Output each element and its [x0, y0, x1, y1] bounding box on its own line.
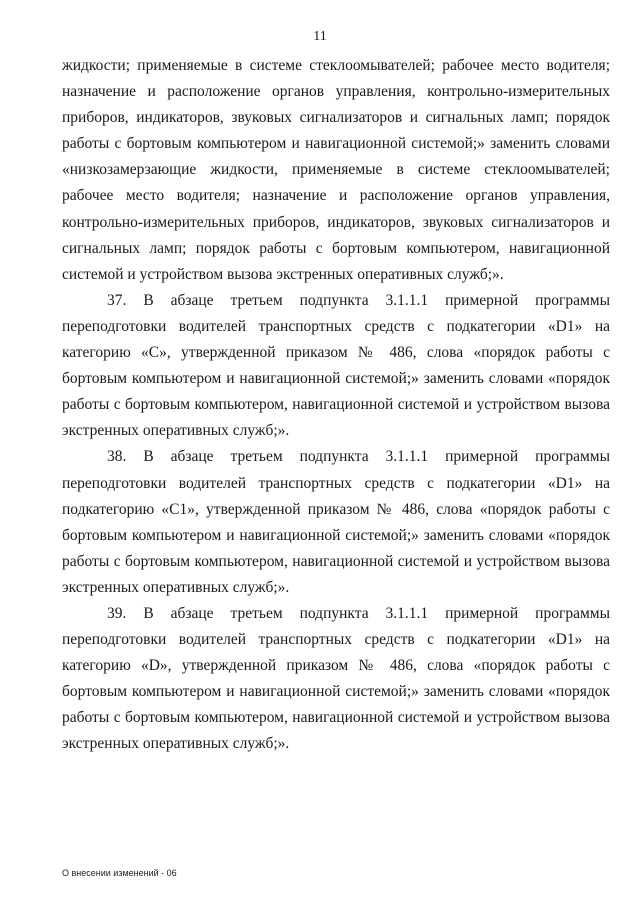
paragraph-continuation: жидкости; применяемые в системе стеклоомывателей; рабочее место водителя; назначение и расположение органов управления, контрольно-измерительных приборов, индикаторов, звуковых сигнализаторов и сигнальных ламп; порядок работы с бортовым компьютером и навигационной системой;» заменить словами «низкозамерзающие жидкости, применяемые в системе стеклоомывателей; рабочее место водителя; назначение и расположение органов управления, контрольно-измерительных приборов, индикаторов, звуковых сигнализаторов и сигнальных ламп; порядок работы с бортовым компьютером, навигационной системой и устройством вызова экстренных оперативных служб;».: [62, 57, 610, 283]
page-number: 11: [313, 29, 327, 44]
footer-note: О внесении изменений - 06: [62, 868, 177, 878]
paragraph-item-37: 37. В абзаце третьем подпункта 3.1.1.1 примерной программы переподготовки водителей транспортных средств с подкатегории «D1» на категорию «С», утвержденной приказом № 486, слова «порядок работы с бортовым компьютером и навигационной системой;» заменить словами «порядок работы с бортовым компьютером, навигационной системой и устройством вызова экстренных оперативных служб;».: [62, 291, 610, 440]
paragraph-item-38: 38. В абзаце третьем подпункта 3.1.1.1 примерной программы переподготовки водителей транспортных средств с подкатегории «D1» на подкатегорию «С1», утвержденной приказом № 486, слова «порядок работы с бортовым компьютером и навигационной системой;» заменить словами «порядок работы с бортовым компьютером, навигационной системой и устройством вызова экстренных оперативных служб;».: [62, 448, 610, 596]
paragraph-item-39: 39. В абзаце третьем подпункта 3.1.1.1 примерной программы переподготовки водителей транспортных средств с подкатегории «D1» на категорию «D», утвержденной приказом № 486, слова «порядок работы с бортовым компьютером и навигационной системой;» заменить словами «порядок работы с бортовым компьютером, навигационной системой и устройством вызова экстренных оперативных служб;».: [62, 604, 610, 753]
document-body: [62, 53, 610, 758]
